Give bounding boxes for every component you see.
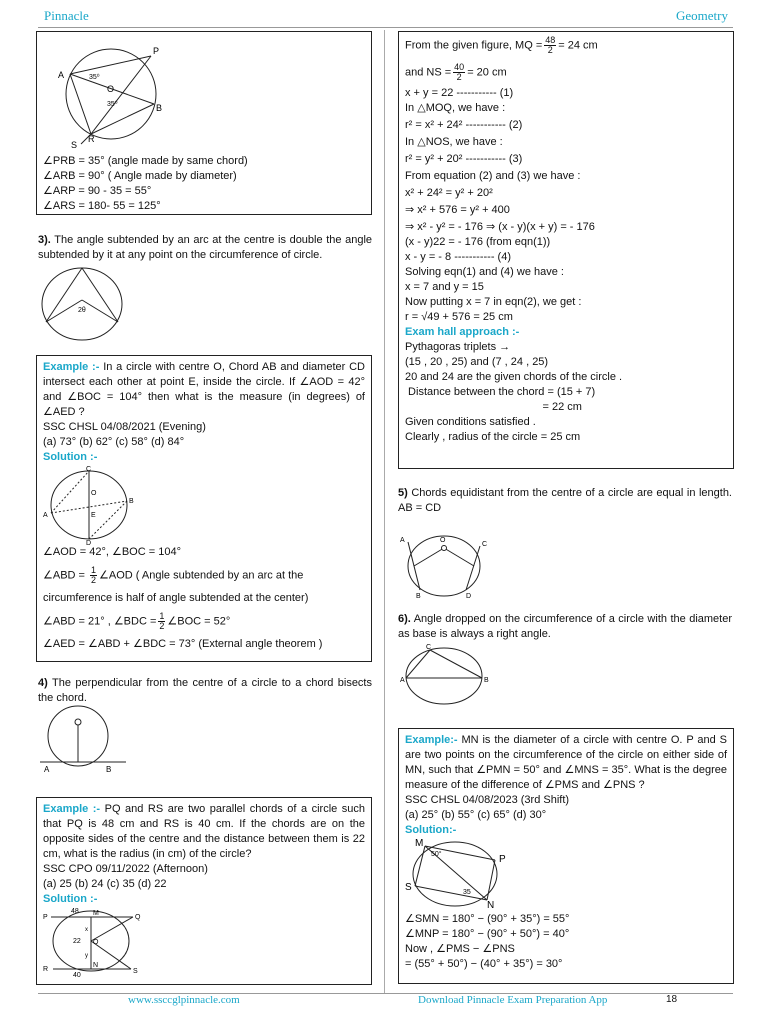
label-b: B — [416, 593, 421, 600]
solution-line: ∠MNP = 180° − (90° + 50°) = 40° — [405, 928, 570, 940]
label-b: B — [106, 765, 112, 774]
circle-figure-mn — [405, 838, 509, 911]
calc-line: ⇒ x² - y² = - 176 ⇒ (x - y)(x + y) = - 176 — [405, 221, 595, 233]
calc-line: Solving eqn(1) and (4) we have : — [405, 266, 564, 278]
text-line: ∠ARB = 90° ( Angle made by diameter) — [43, 170, 237, 182]
page-number: 18 — [666, 994, 678, 1005]
label-d: D — [466, 593, 472, 600]
calc-line: x - y = - 8 ----------- (4) — [405, 251, 511, 263]
label-22: 22 — [73, 938, 81, 945]
solution-line: ∠SMN = 180° − (90° + 35°) = 55° — [405, 913, 570, 925]
label-35: 35 — [463, 889, 471, 896]
calc-line: x = 7 and y = 15 — [405, 281, 484, 293]
label-r: R — [43, 966, 49, 973]
calc-line: Distance between the chord = (15 + 7) — [405, 386, 596, 398]
label-a: A — [44, 765, 50, 774]
circle-figure-right-angle — [400, 642, 492, 706]
label-o: O — [91, 490, 97, 497]
calc-line: (15 , 20 , 25) and (7 , 24 , 25) — [405, 356, 549, 368]
right-box-solution — [398, 31, 734, 469]
options: (a) 73° (b) 62° (c) 58° (d) 84° — [43, 436, 185, 448]
label-q: Q — [135, 914, 141, 921]
label-o: O — [93, 939, 99, 946]
header-rule — [38, 27, 733, 28]
circle-figure-prb — [43, 36, 173, 148]
calc-line-mq: From the given figure, MQ = $\frac{48}{2}$ = 24 cm — [405, 35, 598, 55]
example-label: Example:- — [405, 734, 458, 746]
label-n: N — [487, 900, 495, 911]
exam-source: SSC CHSL 04/08/2023 (3rd Shift) — [405, 794, 570, 806]
label-a: A — [58, 70, 65, 80]
header-brand: Pinnacle — [44, 8, 89, 23]
circle-figure-perpendicular — [38, 706, 128, 774]
point-number: 4) — [38, 677, 48, 689]
label-40: 40 — [73, 972, 81, 979]
solution-label: Solution:- — [405, 824, 457, 836]
circle-figure-2theta — [38, 264, 128, 344]
example-2-box — [36, 797, 372, 985]
solution-line: Now , ∠PMS − ∠PNS — [405, 943, 515, 955]
label-y: y — [85, 953, 88, 959]
label-p: P — [43, 914, 48, 921]
solution-line-2: ∠ABD = $\frac{1}{2}$ ∠AOD ( Angle subtended by an arc at the — [43, 565, 304, 585]
example-question: In a circle with centre O, Chord AB and diameter CD intersect each other at point E, inside the circle. If ∠AOD = 42° and ∠BOC = 104° then what is the measure (in degrees) of ∠AED ? — [43, 361, 365, 418]
calc-line: x + y = 22 ----------- (1) — [405, 87, 514, 99]
point-text: Chords equidistant from the centre of a circle are equal in length. AB = CD — [398, 487, 732, 514]
label-b: B — [129, 498, 134, 505]
example-3-box — [398, 728, 734, 984]
label-c: C — [482, 541, 488, 548]
label-50: 50° — [431, 851, 442, 858]
calc-line: From equation (2) and (3) we have : — [405, 170, 581, 182]
options: (a) 25 (b) 24 (c) 35 (d) 22 — [43, 878, 167, 890]
example-label: Example :- — [43, 803, 101, 815]
point-5 — [398, 486, 732, 516]
label-s: S — [133, 968, 138, 975]
calc-line: (x - y)22 = - 176 (from eqn(1)) — [405, 236, 551, 248]
calc-line: Clearly , radius of the circle = 25 cm — [405, 431, 581, 443]
label-b: B — [156, 103, 163, 113]
label-m: M — [93, 910, 99, 917]
label-48: 48 — [71, 908, 79, 915]
label-c: C — [86, 466, 92, 473]
calc-line: x² + 24² = y² + 20² — [405, 187, 493, 199]
calc-line: = 22 cm — [405, 401, 582, 413]
circle-figure-chord — [43, 465, 139, 547]
calc-line: ⇒ x² + 576 = y² + 400 — [405, 204, 510, 216]
calc-line: Pythagoras triplets → — [405, 341, 511, 353]
calc-line: Given conditions satisfied . — [405, 416, 536, 428]
point-3 — [38, 233, 372, 263]
solution-line: = (55° + 50°) − (40° + 35°) = 30° — [405, 958, 563, 970]
calc-line: r = √49 + 576 = 25 cm — [405, 311, 513, 323]
options: (a) 25° (b) 55° (c) 65° (d) 30° — [405, 809, 547, 821]
box1-lines — [43, 154, 365, 214]
calc-line: 20 and 24 are the given chords of the circle . — [405, 371, 623, 383]
label-d: D — [86, 540, 92, 547]
example-question: PQ and RS are two parallel chords of a circle such that PQ is 48 cm and RS is 40 cm. If the chords are on the opposite sides of the centre and the distance between them is 22 cm, what is the radius (in cm) of the circle? — [43, 803, 366, 860]
solution-line-4: ∠AED = ∠ABD + ∠BDC = 73° (External angle theorem ) — [43, 638, 323, 650]
label-e: E — [91, 512, 96, 519]
label-n: N — [93, 962, 99, 969]
solution-line-3: ∠ABD = 21° , ∠BDC = $\frac{1}{2}$ ∠BOC = 52° — [43, 611, 231, 631]
solution-line-1: ∠AOD = 42°, ∠BOC = 104° — [43, 546, 181, 558]
point-4 — [38, 676, 372, 706]
label-a: A — [43, 512, 48, 519]
label-o: O — [107, 84, 115, 94]
calc-line: Now putting x = 7 in eqn(2), we get : — [405, 296, 582, 308]
exam-hall-label: Exam hall approach :- — [405, 326, 520, 338]
label-o: O — [440, 537, 446, 544]
label-s: S — [405, 882, 412, 893]
exam-source: SSC CHSL 04/08/2021 (Evening) — [43, 421, 206, 433]
label-p: P — [153, 46, 160, 56]
example-label: Example :- — [43, 361, 100, 373]
label-s: S — [71, 140, 78, 150]
point-number: 3). — [38, 234, 51, 246]
text-line: ∠PRB = 35° (angle made by same chord) — [43, 155, 248, 167]
point-number: 5) — [398, 487, 408, 499]
solution-label: Solution :- — [43, 893, 98, 905]
text-line: ∠ARP = 90 - 35 = 55° — [43, 185, 152, 197]
example-question: MN is the diameter of a circle with centre O. P and S are two points on the circumference of the circle on either side of MN, such that ∠PMN = 50° and ∠MNS = 35°. What is the degree measure of the difference of ∠PMS and ∠PNS ? — [405, 734, 727, 791]
label-a: A — [400, 537, 405, 544]
label-m: M — [415, 838, 424, 849]
calc-line: r² = x² + 24² ----------- (2) — [405, 119, 523, 131]
label-p: P — [499, 854, 506, 865]
label-angle-2: 35⁰ — [107, 101, 118, 108]
footer-website-link[interactable]: www.ssccglpinnacle.com — [128, 994, 240, 1006]
label-x: x — [85, 927, 88, 933]
example-1-box — [36, 355, 372, 662]
calc-line-ns: and NS = $\frac{40}{2}$ = 20 cm — [405, 62, 507, 82]
label-b: B — [484, 677, 489, 684]
calc-lines — [405, 86, 727, 325]
point-text: Angle dropped on the circumference of a circle with the diameter as base is always a right angle. — [398, 613, 733, 640]
point-6 — [398, 612, 732, 642]
solution-line-2b: circumference is half of angle subtended at the center) — [43, 592, 309, 604]
circle-figure-equidistant — [400, 532, 496, 598]
footer-app-link[interactable]: Download Pinnacle Exam Preparation App — [418, 994, 608, 1006]
text-line: ∠ARS = 180- 55 = 125° — [43, 200, 161, 212]
left-box-1 — [36, 31, 372, 215]
exam-source: SSC CPO 09/11/2022 (Afternoon) — [43, 863, 208, 875]
label-a: A — [400, 677, 405, 684]
solution-label: Solution :- — [43, 451, 98, 463]
point-text: The angle subtended by an arc at the centre is double the angle subtended by it at any point on the circumference of circle. — [38, 234, 373, 261]
calc-line: r² = y² + 20² ----------- (3) — [405, 153, 523, 165]
label-c: C — [426, 644, 432, 651]
label-angle-1: 35⁰ — [89, 74, 100, 81]
point-number: 6). — [398, 613, 411, 625]
point-text: The perpendicular from the centre of a circle to a chord bisects the chord. — [38, 677, 372, 704]
circle-figure-parallel-chords — [43, 907, 143, 977]
label-r: R — [88, 134, 95, 144]
calc-line: In △NOS, we have : — [405, 136, 503, 148]
header-subject: Geometry — [676, 8, 728, 23]
calc-line: In △MOQ, we have : — [405, 102, 506, 114]
label-2theta: 2θ — [78, 307, 86, 314]
column-divider — [384, 30, 385, 993]
